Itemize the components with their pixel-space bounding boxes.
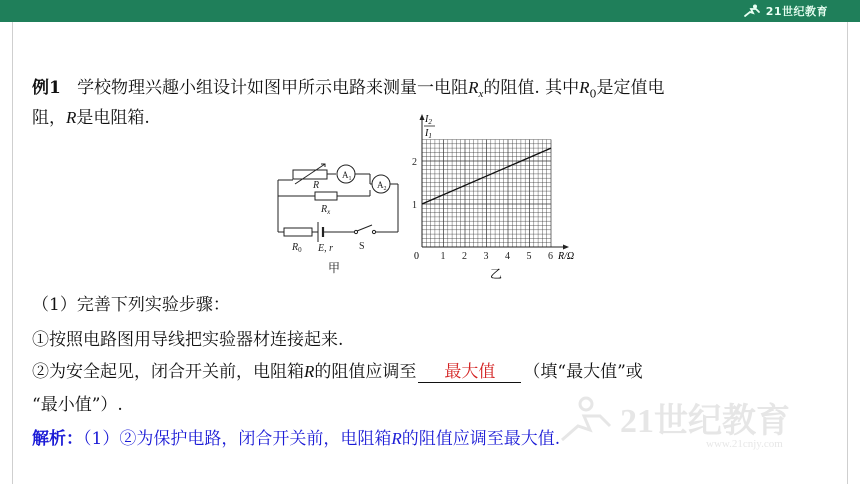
label-a2: $A_2$ xyxy=(377,180,387,192)
x-tick-label: 2 xyxy=(462,251,467,262)
problem-text-1b: 的阻值. 其中 xyxy=(483,78,580,98)
watermark-text: 21世纪教育 xyxy=(620,403,790,440)
y-tick-label: 2 xyxy=(412,157,417,168)
step-4: “最小值”）. xyxy=(32,395,123,415)
step-2: ①按照电路图用导线把实验器材连接起来. xyxy=(32,330,344,350)
label-r: R xyxy=(313,180,320,191)
resistor-r0 xyxy=(284,228,312,236)
problem-text-1c: 是定值电 xyxy=(596,78,665,98)
chart-labels xyxy=(412,157,553,262)
example-label: 例1 xyxy=(32,78,61,98)
ratio-chart xyxy=(400,112,590,284)
step-3 xyxy=(32,360,643,384)
switch-lever xyxy=(357,225,372,231)
r-symbol: R xyxy=(66,108,77,127)
brand-logo xyxy=(742,2,828,20)
step-3-text-b: 的阻值应调至 xyxy=(314,362,417,382)
label-rx: $R_x$ xyxy=(321,204,331,216)
watermark-logo xyxy=(556,392,836,452)
rx-subscript: x xyxy=(478,88,484,101)
x-tick-label: 1 xyxy=(440,251,446,262)
step-1: （1）完善下列实验步骤： xyxy=(32,295,230,315)
step-3-text-a: ②为安全起见，闭合开关前，电阻箱 xyxy=(32,362,304,382)
problem-text-2a: 阻， xyxy=(32,108,66,128)
resistor-rx xyxy=(315,192,337,200)
circuit-caption: 甲 xyxy=(328,261,341,275)
label-switch: S xyxy=(359,241,365,252)
analysis-r-symbol: R xyxy=(391,429,402,448)
problem-line-2 xyxy=(32,106,150,130)
analysis-label: 解析： xyxy=(32,429,83,449)
x-axis-label: R/Ω xyxy=(558,251,575,262)
y-axis-label-denominator: $I_1$ xyxy=(425,128,432,140)
logo-text: 21世纪教育 xyxy=(765,5,828,18)
label-a1: $A_1$ xyxy=(342,170,352,182)
analysis-text-b: 的阻值应调至最大值. xyxy=(401,429,561,449)
circuit-diagram xyxy=(268,150,408,280)
y-axis-label-numerator: $I_2$ xyxy=(425,114,432,126)
x-tick-label: 5 xyxy=(526,251,532,262)
step-3-r-symbol: R xyxy=(304,362,315,381)
analysis-line xyxy=(32,427,560,451)
x-tick-label: 4 xyxy=(505,251,510,262)
runner-icon xyxy=(742,4,762,18)
label-r0: $R_0$ xyxy=(292,242,302,254)
problem-text-1a: 学校物理兴趣小组设计如图甲所示电路来测量一电阻 xyxy=(77,78,469,98)
problem-text-2b: 是电阻箱. xyxy=(76,108,150,128)
origin-label: 0 xyxy=(414,251,419,262)
analysis-text-a: （1）②为保护电路，闭合开关前，电阻箱 xyxy=(83,429,392,449)
answer-blank: 最大值 xyxy=(418,362,521,383)
watermark-sub: www.21cnjy.com xyxy=(706,438,783,450)
y-tick-label: 1 xyxy=(412,200,417,211)
step-3-text-c: （填“最大值”或 xyxy=(523,362,643,382)
switch-contact-right xyxy=(372,230,375,233)
x-tick-label: 3 xyxy=(483,251,489,262)
r0-subscript: 0 xyxy=(589,87,597,101)
chart-caption: 乙 xyxy=(490,267,503,281)
rx-symbol: R xyxy=(468,78,479,97)
y-axis-arrow xyxy=(420,114,425,120)
problem-line-1 xyxy=(32,76,665,106)
header-bar xyxy=(0,0,860,22)
r0-symbol: R xyxy=(579,78,590,97)
x-tick-label: 6 xyxy=(548,251,553,262)
x-axis-arrow xyxy=(563,245,569,250)
label-emf: E, r xyxy=(318,243,333,254)
chart-grid xyxy=(422,140,551,248)
